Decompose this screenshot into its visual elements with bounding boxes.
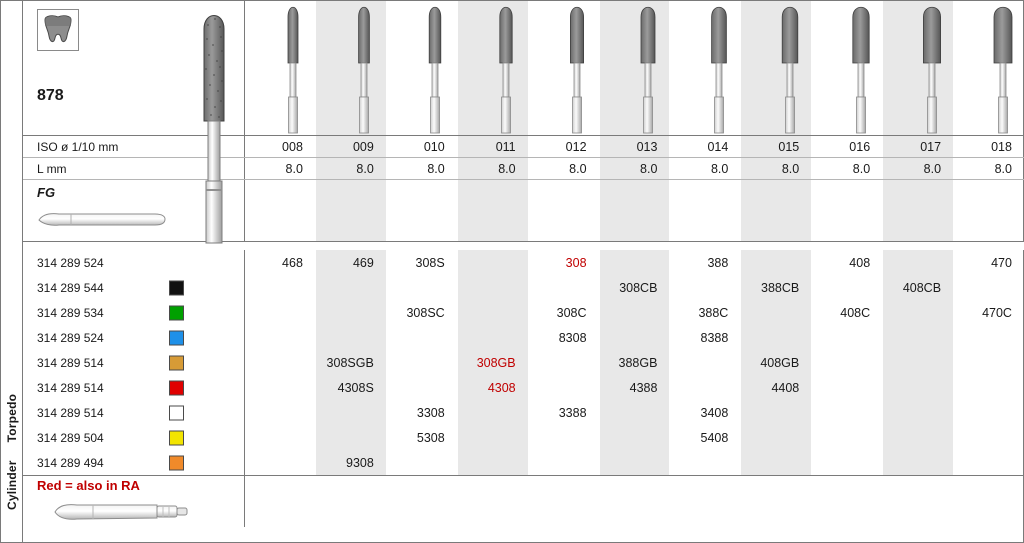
legend-cell xyxy=(23,476,245,527)
red-legend-text: Red = also in RA xyxy=(37,478,140,493)
code-label-cell xyxy=(23,350,245,375)
code-value-cell: 308C xyxy=(529,300,600,325)
code-label-cell xyxy=(23,400,245,425)
code-value-cell xyxy=(954,350,1024,375)
bur-cell xyxy=(245,1,316,135)
code-value-cell xyxy=(387,275,458,300)
code-value-cell xyxy=(883,300,954,325)
code-value-cell xyxy=(812,400,883,425)
color-swatch xyxy=(169,280,184,295)
bur-ra-icon xyxy=(53,500,193,524)
iso-row xyxy=(23,136,1024,158)
length-value: 8.0 xyxy=(670,158,741,179)
code-value-cell xyxy=(883,425,954,450)
code-value-cell xyxy=(458,425,529,450)
code-value-cell xyxy=(812,425,883,450)
code-value-cell: 3388 xyxy=(529,400,600,425)
code-value-cell xyxy=(600,250,671,275)
code-label-cell xyxy=(23,250,245,275)
bur-cell xyxy=(458,1,529,135)
code-value-cell xyxy=(883,400,954,425)
code-value-cell xyxy=(245,375,316,400)
code-value-cell: 4308 xyxy=(458,375,529,400)
length-value: 8.0 xyxy=(387,158,458,179)
length-row xyxy=(23,158,1024,180)
bur-cell xyxy=(316,1,387,135)
code-value-cell: 408C xyxy=(812,300,883,325)
fg-cell xyxy=(316,180,387,241)
code-value-cell xyxy=(316,400,387,425)
code-value-cell: 308SGB xyxy=(316,350,387,375)
length-value: 8.0 xyxy=(458,158,529,179)
code-value-cell xyxy=(741,450,812,475)
fg-label-cell xyxy=(23,180,245,241)
code-value-cell xyxy=(600,450,671,475)
bur-cell xyxy=(954,1,1024,135)
code-value-cell: 4308S xyxy=(316,375,387,400)
footer-cell xyxy=(529,476,600,527)
code-value-cell xyxy=(954,375,1024,400)
code-number: 314 289 514 xyxy=(37,380,104,395)
code-value-cell: 4388 xyxy=(600,375,671,400)
code-label-cell xyxy=(23,450,245,475)
vertical-labels xyxy=(1,0,23,516)
code-value-cell xyxy=(387,375,458,400)
code-value-cell xyxy=(245,300,316,325)
code-number: 314 289 534 xyxy=(37,305,104,320)
footer-cell xyxy=(670,476,741,527)
footer-cell xyxy=(316,476,387,527)
footer-row xyxy=(23,475,1024,527)
iso-value: 010 xyxy=(387,136,458,157)
color-swatch xyxy=(169,430,184,445)
code-value-cell: 5408 xyxy=(670,425,741,450)
code-value-cell xyxy=(741,400,812,425)
fg-label: FG xyxy=(37,185,56,200)
code-value-cell xyxy=(741,325,812,350)
main-table xyxy=(23,1,1024,542)
code-number: 314 289 514 xyxy=(37,355,104,370)
table-row xyxy=(23,350,1024,375)
length-value: 8.0 xyxy=(812,158,883,179)
code-value-cell xyxy=(387,350,458,375)
code-value-cell xyxy=(954,325,1024,350)
code-number: 314 289 494 xyxy=(37,455,104,470)
code-value-cell: 308CB xyxy=(600,275,671,300)
bur-illustration-band xyxy=(23,1,1024,136)
bur-cell xyxy=(670,1,741,135)
bur-cell xyxy=(883,1,954,135)
iso-value: 009 xyxy=(316,136,387,157)
code-value-cell xyxy=(812,325,883,350)
code-value-cell: 8388 xyxy=(670,325,741,350)
code-value-cell: 388C xyxy=(670,300,741,325)
code-value-cell: 5308 xyxy=(387,425,458,450)
code-value-cell xyxy=(670,275,741,300)
vertical-category-strip xyxy=(1,1,23,542)
code-value-cell xyxy=(600,300,671,325)
code-value-cell xyxy=(600,400,671,425)
code-value-cell: 408 xyxy=(812,250,883,275)
tooth-icon xyxy=(37,9,79,51)
code-value-cell: 3308 xyxy=(387,400,458,425)
code-value-cell xyxy=(458,450,529,475)
fg-cell xyxy=(883,180,954,241)
code-value-cell: 388GB xyxy=(600,350,671,375)
code-value-cell xyxy=(316,300,387,325)
footer-cell xyxy=(741,476,812,527)
iso-label: ISO ø 1/10 mm xyxy=(23,136,245,157)
fg-cell xyxy=(387,180,458,241)
bur-cell xyxy=(387,1,458,135)
length-value: 8.0 xyxy=(245,158,316,179)
code-value-cell xyxy=(387,325,458,350)
iso-value: 011 xyxy=(458,136,529,157)
iso-value: 015 xyxy=(741,136,812,157)
table-row xyxy=(23,325,1024,350)
code-rows xyxy=(23,250,1024,475)
footer-cell xyxy=(600,476,671,527)
code-value-cell xyxy=(529,375,600,400)
code-value-cell xyxy=(529,350,600,375)
code-value-cell: 308SC xyxy=(387,300,458,325)
code-value-cell xyxy=(883,450,954,475)
color-swatch xyxy=(169,305,184,320)
footer-cell xyxy=(883,476,954,527)
code-value-cell xyxy=(954,425,1024,450)
bur-fg-icon xyxy=(37,208,167,230)
code-value-cell xyxy=(812,375,883,400)
color-swatch xyxy=(169,405,184,420)
code-label-cell xyxy=(23,300,245,325)
code-value-cell: 388CB xyxy=(741,275,812,300)
code-value-cell xyxy=(529,275,600,300)
code-value-cell: 308GB xyxy=(458,350,529,375)
iso-value: 018 xyxy=(991,139,1012,154)
vertical-label-torpedo: Torpedo xyxy=(5,393,19,443)
table-row xyxy=(23,425,1024,450)
code-value-cell xyxy=(458,300,529,325)
code-value-cell xyxy=(245,425,316,450)
code-value-cell xyxy=(883,375,954,400)
code-value-cell xyxy=(529,450,600,475)
code-value-cell xyxy=(812,450,883,475)
code-value-cell xyxy=(741,300,812,325)
code-value-cell xyxy=(883,325,954,350)
code-value-cell xyxy=(245,325,316,350)
code-label-cell xyxy=(23,425,245,450)
code-number: 314 289 504 xyxy=(37,430,104,445)
length-value: 8.0 xyxy=(600,158,671,179)
code-value-cell: 4408 xyxy=(741,375,812,400)
code-value-cell xyxy=(245,400,316,425)
code-value-cell xyxy=(316,425,387,450)
footer-cell xyxy=(387,476,458,527)
bur-cell xyxy=(529,1,600,135)
fg-cell xyxy=(741,180,812,241)
footer-cell xyxy=(458,476,529,527)
table-row xyxy=(23,250,1024,275)
code-value-cell: 470 xyxy=(991,255,1012,270)
code-value-cell xyxy=(600,325,671,350)
code-value-cell xyxy=(670,375,741,400)
iso-value: 014 xyxy=(670,136,741,157)
code-value-cell: 8308 xyxy=(529,325,600,350)
code-value-cell xyxy=(883,350,954,375)
code-value-cell xyxy=(954,450,1024,475)
code-value-cell: 308S xyxy=(387,250,458,275)
code-value-cell xyxy=(670,350,741,375)
code-value-cell xyxy=(529,425,600,450)
length-value: 8.0 xyxy=(529,158,600,179)
shape-header-cell xyxy=(23,1,245,135)
code-number: 314 289 544 xyxy=(37,280,104,295)
code-value-cell xyxy=(316,275,387,300)
code-value-cell: 408GB xyxy=(741,350,812,375)
footer-cell xyxy=(245,476,316,527)
code-value-cell: 9308 xyxy=(316,450,387,475)
code-value-cell xyxy=(458,250,529,275)
table-row xyxy=(23,300,1024,325)
bur-cell xyxy=(741,1,812,135)
iso-value: 017 xyxy=(883,136,954,157)
code-value-cell xyxy=(954,275,1024,300)
code-value-cell xyxy=(812,350,883,375)
code-value-cell xyxy=(812,275,883,300)
code-value-cell xyxy=(741,250,812,275)
fg-cell xyxy=(954,180,1024,241)
code-value-cell xyxy=(600,425,671,450)
bur-cell xyxy=(812,1,883,135)
code-value-cell xyxy=(458,275,529,300)
fg-cell xyxy=(529,180,600,241)
iso-value: 008 xyxy=(245,136,316,157)
table-row xyxy=(23,375,1024,400)
table-row xyxy=(23,400,1024,425)
length-value: 8.0 xyxy=(883,158,954,179)
code-value-cell: 3408 xyxy=(670,400,741,425)
fg-cell xyxy=(458,180,529,241)
code-value-cell xyxy=(387,450,458,475)
table-row xyxy=(23,275,1024,300)
code-label-cell xyxy=(23,375,245,400)
code-value-cell: 308 xyxy=(529,250,600,275)
iso-value: 013 xyxy=(600,136,671,157)
code-value-cell xyxy=(245,350,316,375)
code-value-cell: 469 xyxy=(316,250,387,275)
code-value-cell xyxy=(883,250,954,275)
fg-cell xyxy=(245,180,316,241)
vertical-label-cylinder: Cylinder xyxy=(5,460,19,510)
iso-value: 012 xyxy=(529,136,600,157)
color-swatch xyxy=(169,330,184,345)
length-value: 8.0 xyxy=(741,158,812,179)
code-number: 314 289 524 xyxy=(37,330,104,345)
code-value-cell xyxy=(670,450,741,475)
color-swatch xyxy=(169,380,184,395)
fg-cell xyxy=(670,180,741,241)
code-value-cell xyxy=(245,275,316,300)
bur-cell xyxy=(600,1,671,135)
code-value-cell xyxy=(245,450,316,475)
length-value: 8.0 xyxy=(316,158,387,179)
code-number: 314 289 514 xyxy=(37,405,104,420)
code-number: 314 289 524 xyxy=(37,255,104,270)
length-label: L mm xyxy=(23,158,245,179)
iso-value: 016 xyxy=(812,136,883,157)
fg-row xyxy=(23,180,1024,242)
code-value-cell xyxy=(316,325,387,350)
code-value-cell xyxy=(954,400,1024,425)
code-label-cell xyxy=(23,275,245,300)
color-swatch xyxy=(169,455,184,470)
fg-cell xyxy=(600,180,671,241)
length-value: 8.0 xyxy=(994,161,1012,176)
code-value-cell: 470C xyxy=(982,305,1012,320)
color-swatch xyxy=(169,355,184,370)
bur-row-illustrations xyxy=(245,1,1024,135)
code-value-cell xyxy=(458,400,529,425)
footer-cell xyxy=(954,476,1024,527)
code-value-cell xyxy=(741,425,812,450)
table-row xyxy=(23,450,1024,475)
code-value-cell: 388 xyxy=(670,250,741,275)
code-label-cell xyxy=(23,325,245,350)
footer-cell xyxy=(812,476,883,527)
fg-cell xyxy=(812,180,883,241)
code-value-cell xyxy=(458,325,529,350)
code-value-cell: 468 xyxy=(245,250,316,275)
code-value-cell: 408CB xyxy=(883,275,954,300)
shape-number: 878 xyxy=(37,87,64,104)
